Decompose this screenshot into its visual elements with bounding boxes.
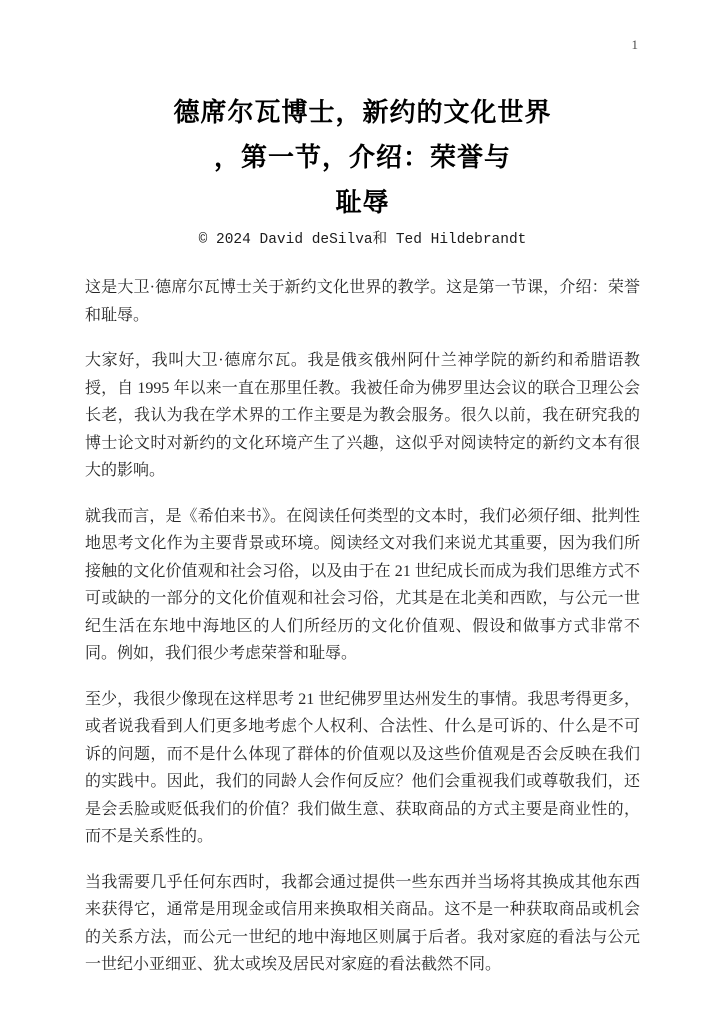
document-title — [85, 90, 640, 225]
body-paragraph-3: 就我而言，是《希伯来书》。在阅读任何类型的文本时，我们必须仔细、批判性地思考文化作为主要背景或环境。阅读经文对我们来说尤其重要，因为我们所接触的文化价值观和社会习俗，以及由于在 21 世纪成长而成为我们思维方式不可或缺的一部分的文化价值观和社会习俗，尤其是在北美和西欧，与公元一世纪生活在东地中海地区的人们所经历的文化价值观、假设和做事方式非常不同。例如，我们很少考虑荣誉和耻辱。 — [85, 507, 640, 663]
body-paragraph-1: 这是大卫·德席尔瓦博士关于新约文化世界的教学。这是第一节课，介绍：荣誉和耻辱。 — [85, 279, 640, 324]
document-title-line-1: 德席尔瓦博士，新约的文化世界 — [173, 98, 552, 127]
copyright-line: © 2024 David deSilva和 Ted Hildebrandt — [198, 232, 527, 248]
body-paragraph-2: 大家好，我叫大卫·德席尔瓦。我是俄亥俄州阿什兰神学院的新约和希腊语教授，自 1995 年以来一直在那里任教。我被任命为佛罗里达会议的联合卫理公会长老，我认为我在学术界的工作主要是为教会服务。很久以前，我在研究我的博士论文时对新约的文化环境产生了兴趣，这似乎对阅读特定的新约文本有很大的影响。 — [85, 352, 640, 480]
document-title-line-2: ，第一节，介绍：荣誉与 — [213, 143, 511, 172]
body-paragraph-5: 当我需要几乎任何东西时，我都会通过提供一些东西并当场将其换成其他东西来获得它，通常是用现金或信用来换取相关商品。这不是一种获取商品或机会的关系方法，而公元一世纪的地中海地区则属于后者。我对家庭的看法与公元一世纪小亚细亚、犹太或埃及居民对家庭的看法截然不同。 — [85, 873, 640, 974]
body-paragraph-4: 至少，我很少像现在这样思考 21 世纪佛罗里达州发生的事情。我思考得更多，或者说我看到人们更多地考虑个人权利、合法性、什么是可诉的、什么是不可诉的问题，而不是什么体现了群体的价值观以及这些价值观是否会反映在我们的实践中。因此，我们的同龄人会作何反应？他们会重视我们或尊敬我们，还是会丢脸或贬低我们的价值？我们做生意、获取商品的方式主要是商业性的，而不是关系性的。 — [85, 690, 640, 846]
page-number: 1 — [631, 37, 638, 52]
document-title-line-3: 耻辱 — [335, 188, 390, 217]
document-body — [85, 274, 640, 979]
